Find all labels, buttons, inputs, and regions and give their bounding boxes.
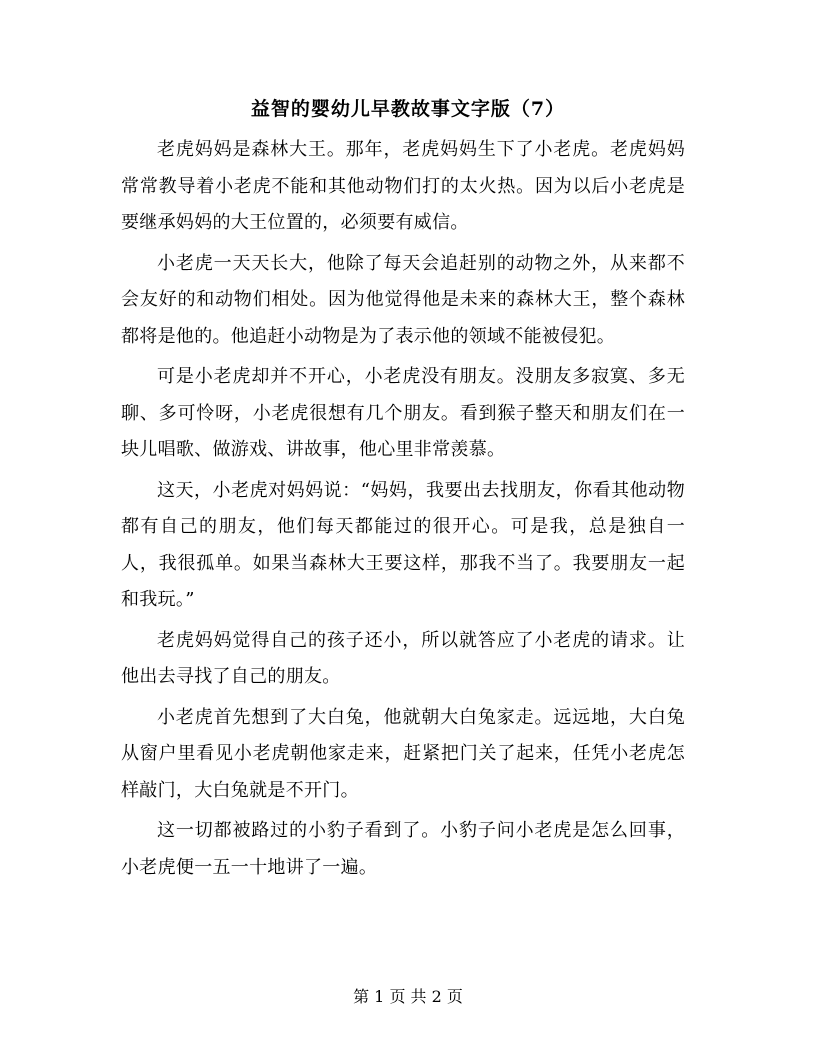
page-footer [0, 984, 816, 1010]
paragraph: 老虎妈妈觉得自己的孩子还小，所以就答应了小老虎的请求。让他出去寻找了自己的朋友。 [121, 629, 685, 687]
paragraph: 这一切都被路过的小豹子看到了。小豹子问小老虎是怎么回事，小老虎便一五一十地讲了一遍。 [121, 820, 685, 878]
document-body [121, 132, 685, 890]
paragraph: 小老虎一天天长大，他除了每天会追赶别的动物之外，从来都不会友好的和动物们相处。因为他觉得他是未来的森林大王，整个森林都将是他的。他追赶小动物是为了表示他的领域不能被侵犯。 [121, 252, 685, 347]
paragraph: 小老虎首先想到了大白兔，他就朝大白兔家走。远远地，大白兔从窗户里看见小老虎朝他家走来，赶紧把门关了起来，任凭小老虎怎样敲门，大白兔就是不开门。 [121, 706, 685, 801]
paragraph: 老虎妈妈是森林大王。那年，老虎妈妈生下了小老虎。老虎妈妈常常教导着小老虎不能和其他动物们打的太火热。因为以后小老虎是要继承妈妈的大王位置的，必须要有威信。 [121, 139, 685, 233]
paragraph: 可是小老虎却并不开心，小老虎没有朋友。没朋友多寂寞、多无聊、多可怜呀，小老虎很想有几个朋友。看到猴子整天和朋友们在一块儿唱歌、做游戏、讲故事，他心里非常羡慕。 [121, 366, 685, 460]
document-title: 益智的婴幼儿早教故事文字版（7） [250, 98, 566, 120]
page-number: 第 1 页 共 2 页 [353, 987, 463, 1006]
paragraph: 这天，小老虎对妈妈说：“妈妈，我要出去找朋友，你看其他动物都有自己的朋友，他们每天都能过的很开心。可是我，总是独自一人，我很孤单。如果当森林大王要这样，那我不当了。我要朋友一起和我玩。” [121, 479, 685, 610]
